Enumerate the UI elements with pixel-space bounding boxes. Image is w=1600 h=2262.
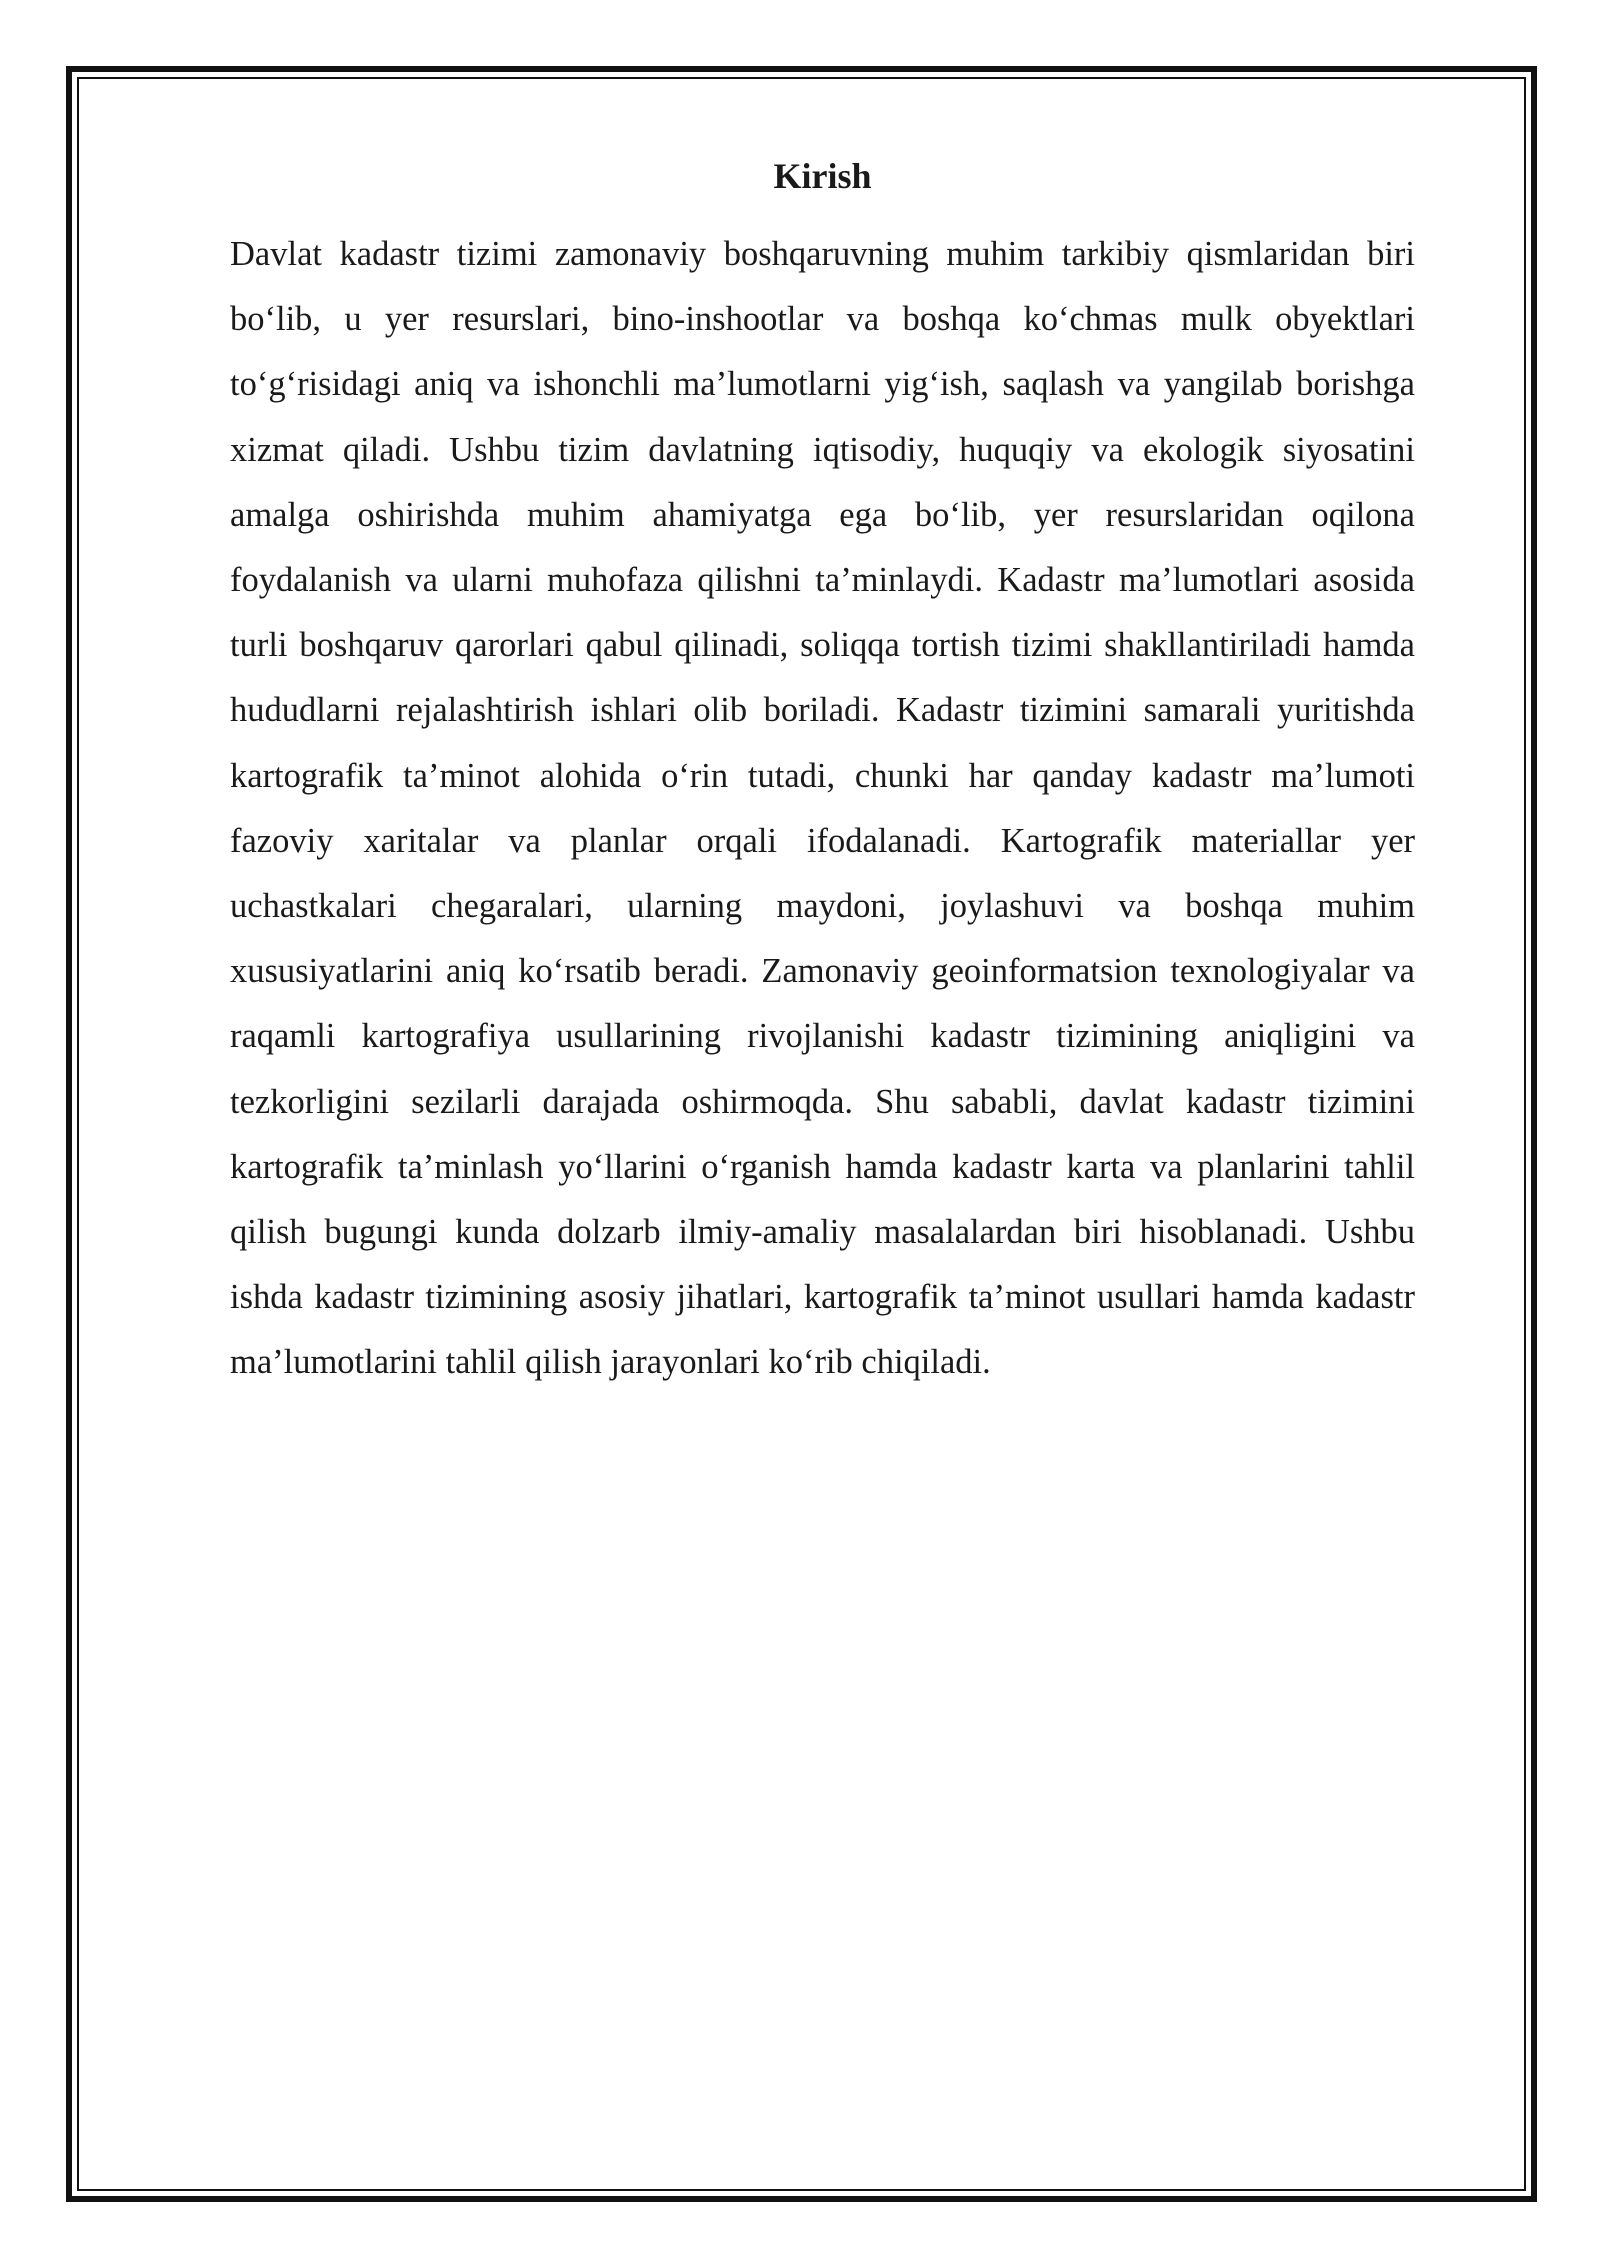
page-title: Kirish	[773, 156, 872, 196]
page-content	[230, 150, 1415, 1396]
body-paragraph: Davlat kadastr tizimi zamonaviy boshqaruvning muhim tarkibiy qismlaridan biri bo‘lib, u yer resurslari, bino-inshootlar va boshqa ko‘chmas mulk obyektlari to‘g‘risidagi aniq va ishonchli ma’lumotlarni yig‘ish, saqlash va yangilab borishga xizmat qiladi. Ushbu tizim davlatning iqtisodiy, huquqiy va ekologik siyosatini amalga oshirishda muhim ahamiyatga ega bo‘lib, yer resurslaridan oqilona foydalanish va ularni muhofaza qilishni ta’minlaydi. Kadastr ma’lumotlari asosida turli boshqaruv qarorlari qabul qilinadi, soliqqa tortish tizimi shakllantiriladi hamda hududlarni rejalashtirish ishlari olib boriladi. Kadastr tizimini samarali yuritishda kartografik ta’minot alohida o‘rin tutadi, chunki har qanday kadastr ma’lumoti fazoviy xaritalar va planlar orqali ifodalanadi. Kartografik materiallar yer uchastkalari chegaralari, ularning maydoni, joylashuvi va boshqa muhim xususiyatlarini aniq ko‘rsatib beradi. Zamonaviy geoinformatsion texnologiyalar va raqamli kartografiya usullarining rivojlanishi kadastr tizimining aniqligini va tezkorligini sezilarli darajada oshirmoqda. Shu sababli, davlat kadastr tizimini kartografik ta’minlash yo‘llarini o‘rganish hamda kadastr karta va planlarini tahlil qilish bugungi kunda dolzarb ilmiy-amaliy masalalardan biri hisoblanadi. Ushbu ishda kadastr tizimining asosiy jihatlari, kartografik ta’minot usullari hamda kadastr ma’lumotlarini tahlil qilish jarayonlari ko‘rib chiqiladi.	[230, 235, 1415, 1382]
